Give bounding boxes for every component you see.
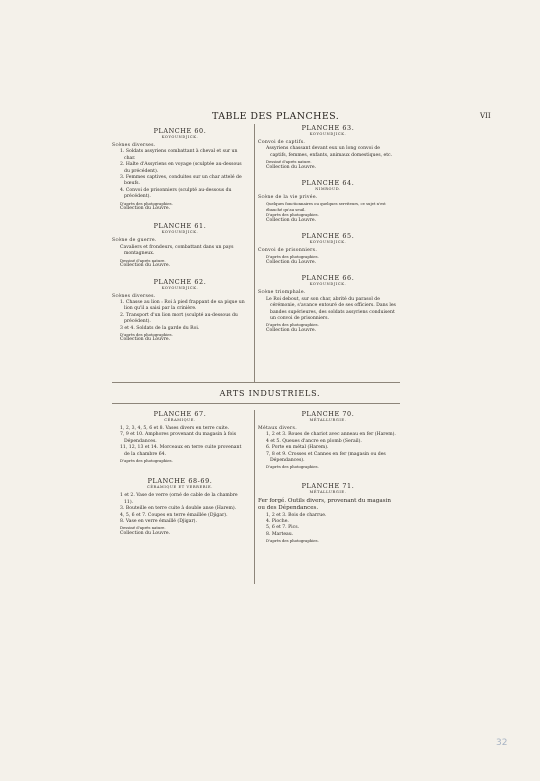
- plate-title: PLANCHE 68-69.: [147, 477, 213, 486]
- plate-entry: [112, 477, 248, 537]
- plate-entry: [258, 274, 398, 334]
- plate-title: PLANCHE 67.: [153, 410, 207, 418]
- page-number: VII: [480, 112, 491, 120]
- section-label: Métaux divers.: [258, 426, 297, 431]
- plate-note: Collection du Louvre.: [120, 263, 171, 269]
- plate-note: Dessiné d'après nature.: [120, 257, 166, 263]
- section-label: Scène de la vie privée.: [258, 195, 318, 201]
- plate-note: Collection du Louvre.: [266, 164, 317, 170]
- plate-title: PLANCHE 70.: [301, 410, 355, 418]
- plate-note: Collection du Louvre.: [120, 206, 171, 212]
- plate-item: 3 et 4. Soldats de la garde du Roi.: [120, 325, 200, 331]
- column-divider-bottom: [254, 410, 255, 584]
- plate-note: Collection du Louvre.: [120, 530, 171, 536]
- plate-note: Collection du Louvre.: [266, 259, 317, 265]
- bottom-left-column: [112, 410, 248, 545]
- plate-item: 8. Marteau.: [266, 531, 294, 537]
- plate-lead: Fer forgé. Outils divers, provenant du magasin ou des Dépendances.: [258, 497, 391, 512]
- plate-item: 4. Pioche.: [266, 519, 289, 525]
- plate-location: KOYOUNDJICK.: [161, 135, 199, 139]
- plate-note: D'après des photographies.: [266, 538, 319, 544]
- plate-note: Collection du Louvre.: [120, 337, 171, 343]
- plate-entry: [258, 410, 398, 470]
- plate-item: 1. Chasse au lion : Roi à pied frappant de sa pique un lion qu'il a saisi par la crinière.: [120, 299, 245, 312]
- plate-location: KOYOUNDJICK.: [161, 285, 199, 290]
- plate-item: Cavaliers et frondeurs, combattant dans un pays montagneux.: [120, 244, 234, 257]
- section-label: Scènes diverses.: [112, 143, 156, 148]
- plate-entry: [258, 179, 398, 224]
- plate-title: PLANCHE 60.: [153, 127, 207, 135]
- plate-location: MÉTALLURGIE.: [309, 489, 347, 494]
- plate-item: 1, 2, 3, 4, 5, 6 et 8. Vases divers en terre cuite.: [120, 426, 230, 431]
- plate-note: D'après des photographies.: [120, 331, 173, 337]
- plate-item: 1, 2 et 3. Roues de chariot avec anneau en fer (Harem).: [266, 432, 396, 438]
- plate-entry: [112, 278, 248, 344]
- page-title: TABLE DES PLANCHES.: [212, 111, 340, 122]
- plate-title: PLANCHE 64.: [301, 179, 355, 188]
- plate-item: 4 et 5. Queues d'ancre en plomb (Serail).: [266, 438, 362, 444]
- section-label: Scènes diverses.: [112, 293, 156, 299]
- plate-item: 1. Soldats assyriens combattant à cheval et sur un char.: [120, 149, 238, 161]
- plate-title: PLANCHE 65.: [301, 232, 355, 241]
- section-heading: ARTS INDUSTRIELS.: [219, 389, 321, 398]
- plate-item: 2. Transport d'un lion mort (sculpté au-dessous du précédent).: [120, 312, 238, 325]
- plate-note: D'après des photographies.: [266, 464, 319, 470]
- plate-note: Collection du Louvre.: [266, 217, 317, 223]
- plate-title: PLANCHE 71.: [301, 481, 355, 490]
- plate-location: KOYOUNDJICK.: [309, 132, 347, 136]
- column-divider-top: [254, 124, 255, 382]
- plate-entry: [112, 222, 248, 269]
- plate-note: Collection du Louvre.: [266, 327, 317, 333]
- plate-item: 11, 12, 13 et 14. Morceaux en terre cuite provenant de la chambre 64.: [120, 445, 242, 457]
- plate-item: 4. Convoi de prisonniers (sculpté au-dessous du précédent).: [120, 187, 232, 200]
- plate-note: D'après des photographies.: [266, 212, 319, 218]
- plate-entry: [112, 410, 248, 463]
- plate-item: Quelques fonctionnaires ou quelques serviteurs, ce sujet n'est ébauché qu'au seuil.: [266, 201, 386, 212]
- plate-entry: [112, 127, 248, 212]
- plate-location: KOYOUNDJICK.: [161, 230, 199, 235]
- plate-item: Le Roi debout, sur son char, abrité du parasol de cérémonie, s'avance entouré de ses officiers. Dans les bandes supérieures, des soldats assyriens conduisent un convoi de prisonniers.: [266, 296, 396, 321]
- plate-entry: [258, 124, 398, 171]
- plate-item: Assyriens chassant devant eux un long convoi de captifs, femmes, enfants, animaux domestiques, etc.: [266, 146, 393, 158]
- plate-note: D'après des photographies.: [120, 458, 173, 464]
- plate-note: D'après des photographies.: [120, 200, 173, 206]
- section-label: Convoi de prisonniers.: [258, 248, 318, 254]
- plate-entry: [258, 482, 398, 544]
- plate-location: KOYOUNDJICK.: [309, 282, 347, 287]
- plate-title: PLANCHE 63.: [301, 124, 355, 132]
- section-label: Convoi de captifs.: [258, 140, 306, 145]
- plate-item: 7, 8 et 9. Crosses et Cannes en fer (magasin ou des Dépendances).: [266, 451, 386, 464]
- plate-location: NIMROUD.: [315, 187, 341, 192]
- top-left-column: [112, 127, 248, 352]
- plate-title: PLANCHE 66.: [301, 274, 355, 283]
- plate-item: 8. Vase en verre émaillé (Djigar).: [120, 519, 197, 525]
- plate-item: 1, 2 et 3. Bois de charrue.: [266, 512, 327, 518]
- plate-title: PLANCHE 61.: [153, 222, 207, 231]
- top-right-column: [258, 124, 398, 342]
- plate-item: 3. Bouteille en terre cuite à double anse (Harem).: [120, 506, 237, 512]
- plate-item: 1 et 2. Vase de verre (orné de cable de la chambre 11).: [120, 493, 238, 505]
- section-label: Scène triomphale.: [258, 290, 306, 296]
- page-header: [0, 111, 540, 123]
- plate-item: 3. Femmes captives, conduites sur un char attelé de bœufs.: [120, 175, 242, 187]
- plate-note: Dessiné d'après nature.: [120, 525, 166, 531]
- plate-note: D'après des photographies.: [266, 254, 319, 260]
- plate-note: Dessiné d'après nature.: [266, 159, 312, 165]
- plate-title: PLANCHE 62.: [153, 277, 207, 286]
- plate-entry: [258, 232, 398, 266]
- section-rule: [112, 403, 400, 404]
- plate-item: 2. Halte d'Assyriens en voyage (sculptée au-dessous du précédent).: [120, 162, 242, 174]
- plate-location: KOYOUNDJICK.: [309, 240, 347, 245]
- plate-item: 4, 5, 6 et 7. Coupes en terre émaillée (Djigar).: [120, 512, 228, 518]
- plate-location: MÉTALLURGIE.: [309, 418, 347, 422]
- plate-item: 7, 9 et 10. Amphores provenant du magasin à fois Dépendances.: [120, 432, 237, 444]
- plate-item: 5, 6 et 7. Pics.: [266, 525, 300, 531]
- section-label: Scène de guerre.: [112, 238, 157, 244]
- plate-note: D'après des photographies.: [266, 322, 319, 328]
- plate-location: CÉRAMIQUE ET VERRERIE.: [146, 485, 214, 490]
- section-rule: [112, 382, 400, 383]
- library-stamp: 32: [496, 738, 508, 748]
- plate-item: 6. Porte en métal (Harem).: [266, 445, 329, 451]
- bottom-right-column: [258, 410, 398, 552]
- plate-location: CÉRAMIQUE.: [164, 418, 196, 422]
